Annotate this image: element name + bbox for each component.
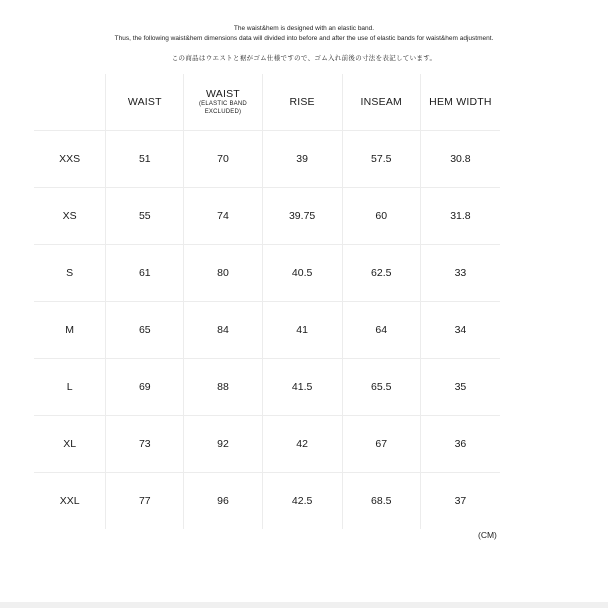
note-japanese: この商品はウエストと裾がゴム仕様ですので、ゴム入れ前後の寸法を表記しています。 xyxy=(171,55,437,62)
cell-hem-width: 30.8 xyxy=(450,153,471,165)
notes xyxy=(0,24,608,64)
table-row xyxy=(34,358,500,415)
cell-size: S xyxy=(34,245,106,301)
cell-waist: 73 xyxy=(106,416,184,472)
cell-waist-excluded: 96 xyxy=(184,473,262,529)
cell-waist: 61 xyxy=(106,245,184,301)
cell-size: M xyxy=(34,302,106,358)
cell-size: XL xyxy=(34,416,106,472)
cell-hem-width: 36 xyxy=(454,438,467,450)
cell-hem-width: 33 xyxy=(454,267,467,279)
cell-waist-excluded: 88 xyxy=(184,359,262,415)
cell-rise: 41.5 xyxy=(263,359,343,415)
unit-label: (CM) xyxy=(478,530,497,540)
cell-hem-width: 35 xyxy=(454,381,467,393)
cell-size: XXS xyxy=(34,131,106,187)
header-inseam: INSEAM xyxy=(343,74,421,130)
cell-waist-excluded: 80 xyxy=(184,245,262,301)
header-size xyxy=(34,74,106,130)
cell-waist: 55 xyxy=(106,188,184,244)
cell-inseam: 60 xyxy=(343,188,421,244)
cell-waist-excluded: 84 xyxy=(184,302,262,358)
cell-hem-width: 31.8 xyxy=(450,210,471,222)
cell-size: XS xyxy=(34,188,106,244)
cell-inseam: 64 xyxy=(343,302,421,358)
bottom-bar xyxy=(0,602,608,608)
cell-inseam: 67 xyxy=(343,416,421,472)
cell-inseam: 57.5 xyxy=(343,131,421,187)
cell-rise: 40.5 xyxy=(263,245,343,301)
table-row xyxy=(34,415,500,472)
cell-hem-width: 34 xyxy=(454,324,467,336)
cell-waist: 69 xyxy=(106,359,184,415)
table-row xyxy=(34,472,500,529)
header-rise: RISE xyxy=(263,74,343,130)
cell-rise: 41 xyxy=(263,302,343,358)
table-row xyxy=(34,130,500,187)
cell-size: XXL xyxy=(34,473,106,529)
cell-waist: 77 xyxy=(106,473,184,529)
cell-size: L xyxy=(34,359,106,415)
cell-inseam: 65.5 xyxy=(343,359,421,415)
cell-waist-excluded: 92 xyxy=(184,416,262,472)
table-header-row xyxy=(34,74,500,130)
cell-rise: 39.75 xyxy=(263,188,343,244)
header-waist-title: WAIST xyxy=(206,87,240,100)
cell-rise: 42 xyxy=(263,416,343,472)
table-row xyxy=(34,301,500,358)
table-row xyxy=(34,244,500,301)
cell-rise: 39 xyxy=(263,131,343,187)
header-waist-elastic-excluded xyxy=(184,74,262,130)
header-waist-sub2: EXCLUDED) xyxy=(204,108,242,115)
table-row xyxy=(34,187,500,244)
cell-waist: 51 xyxy=(106,131,184,187)
header-waist-sub1: (ELASTIC BAND xyxy=(198,100,247,107)
cell-inseam: 68.5 xyxy=(343,473,421,529)
cell-hem-width: 37 xyxy=(454,495,467,507)
size-chart-table xyxy=(34,74,500,529)
cell-rise: 42.5 xyxy=(263,473,343,529)
cell-waist-excluded: 74 xyxy=(184,188,262,244)
header-waist: WAIST xyxy=(106,74,184,130)
note-dimensions: Thus, the following waist&hem dimensions data will divided into before and after the use of elastic bands for waist&hem adjustment. xyxy=(114,35,494,42)
cell-inseam: 62.5 xyxy=(343,245,421,301)
note-elastic: The waist&hem is designed with an elastic band. xyxy=(233,25,375,32)
cell-waist: 65 xyxy=(106,302,184,358)
header-hem-width: HEM WIDTH xyxy=(429,96,492,108)
cell-waist-excluded: 70 xyxy=(184,131,262,187)
